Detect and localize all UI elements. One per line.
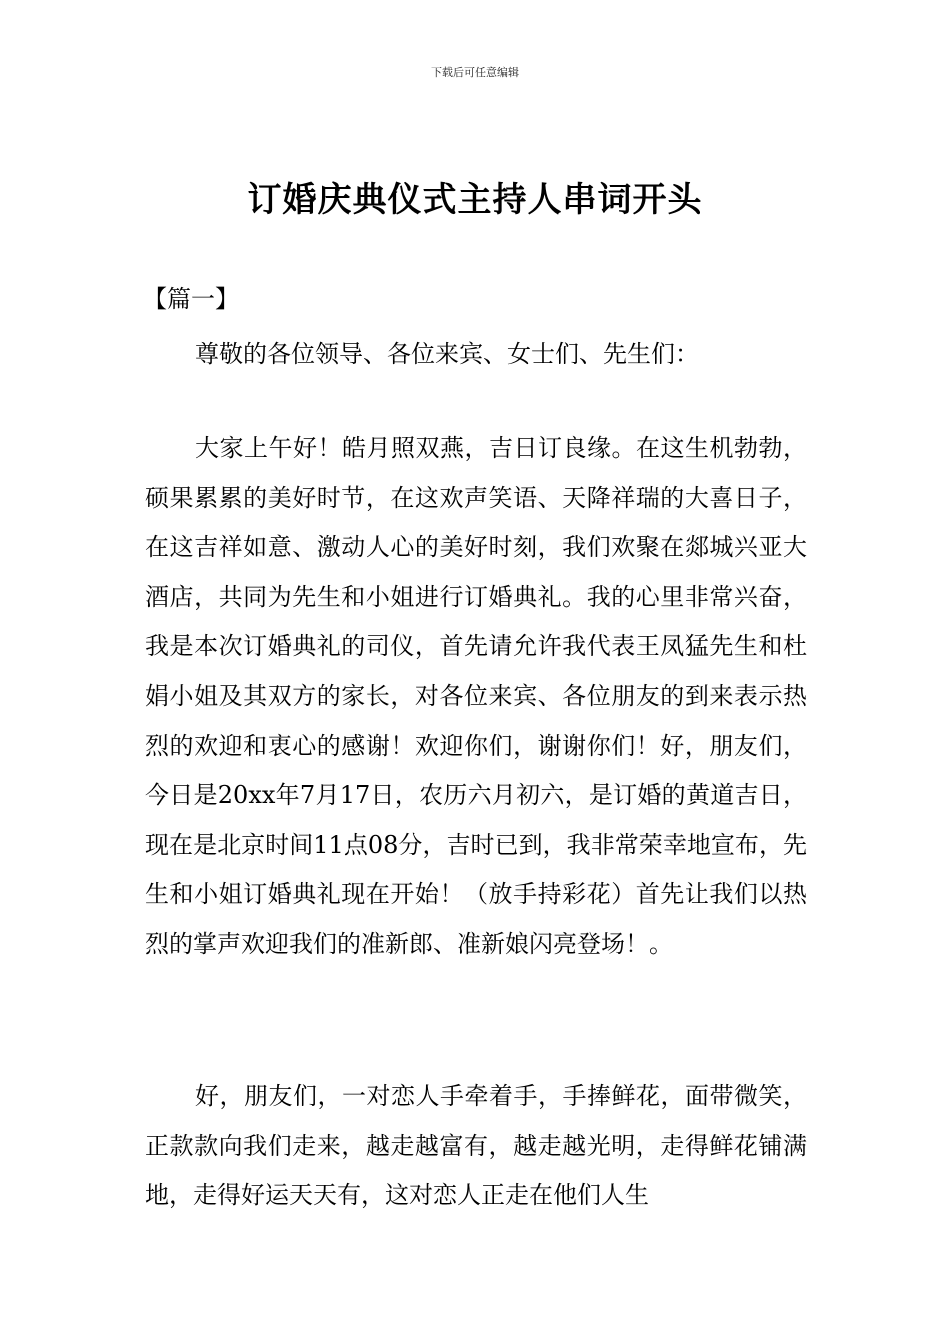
greeting-line: 尊敬的各位领导、各位来宾、女士们、先生们： <box>195 340 699 368</box>
header-note: 下载后可任意编辑 <box>431 66 519 79</box>
paragraph-2: 好，朋友们，一对恋人手牵着手，手捧鲜花，面带微笑，正款款向我们走来，越走越富有，越走越光明，走得鲜花铺满地，走得好运天天有，这对恋人正走在他们人生 <box>145 1082 807 1210</box>
paragraph-1: 大家上午好！皓月照双燕，吉日订良缘。在这生机勃勃，硕果累累的美好时节，在这欢声笑语、天降祥瑞的大喜日子，在这吉祥如意、激动人心的美好时刻，我们欢聚在郯城兴亚大酒店，共同为先生和小姐进行订婚典礼。我的心里非常兴奋，我是本次订婚典礼的司仪，首先请允许我代表王凤猛先生和杜娟小姐及其双方的家长，对各位来宾、各位朋友的到来表示热烈的欢迎和衷心的感谢！欢迎你们，谢谢你们！好，朋友们，今日是20xx年7月17日，农历六月初六，是订婚的黄道吉日，现在是北京时间11点08分，吉时已到，我非常荣幸地宣布，先生和小姐订婚典礼现在开始！（放手持彩花）首先让我们以热烈的掌声欢迎我们的准新郎、准新娘闪亮登场！。 <box>145 434 807 958</box>
document-title: 订婚庆典仪式主持人串词开头 <box>247 180 703 220</box>
section-label: 【篇一】 <box>143 285 239 313</box>
